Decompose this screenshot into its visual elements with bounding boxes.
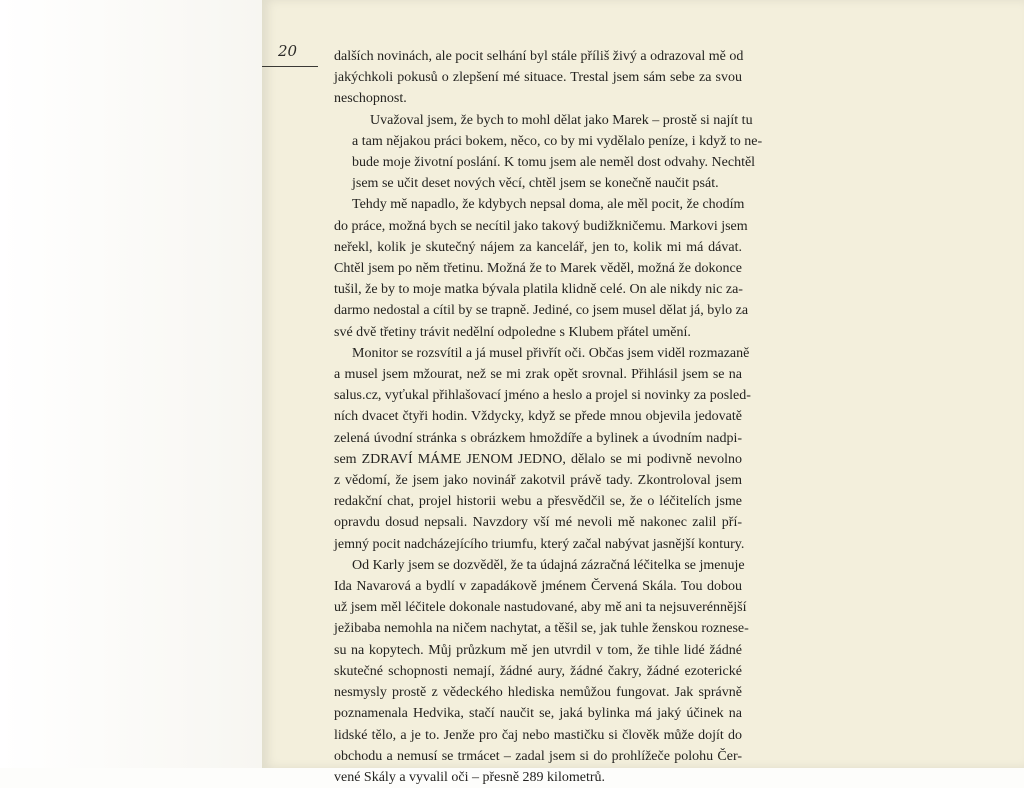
text-line: tušil, že by to moje matka bývala platila klidně celé. On ale nikdy nic za- [334, 282, 743, 298]
text-line: a musel jsem mžourat, než se mi zrak opět srovnal. Přihlásil jsem se na [334, 367, 742, 383]
text-line: a tam nějakou práci bokem, něco, co by mi vydělalo peníze, i když to ne- [352, 133, 763, 149]
text-line: Monitor se rozsvítil a já musel přivřít oči. Občas jsem viděl rozmazaně [352, 345, 750, 361]
text-line: do práce, možná bych se necítil jako takový budižkničemu. Markovi jsem [334, 218, 748, 234]
text-line: obchodu a nemusí se trmácet – zadal jsem si do prohlížeče polohu Čer- [334, 748, 742, 764]
paragraph [334, 110, 763, 195]
text-line: su na kopytech. Můj průzkum mě jen utvrdil v tom, že tihle lidé žádné [334, 642, 742, 658]
text-line: lidské tělo, a je to. Jenže pro čaj nebo mastičku si člověk může dojít do [334, 727, 742, 743]
text-line: jakýchkoli pokusů o zlepšení mé situace. Trestal jsem sám sebe za svou [334, 70, 742, 86]
text-line: darmo nedostal a cítil by se trapně. Jediné, co jsem musel dělat já, bylo za [334, 303, 749, 319]
paragraph [334, 555, 749, 788]
text-line: opravdu dosud nepsali. Navzdory vší mé nevoli mě nakonec zalil pří- [334, 515, 742, 531]
text-line: Tehdy mě napadlo, že kdybych nepsal doma, ale měl pocit, že chodím [352, 197, 745, 213]
text-line: redakční chat, projel historii webu a přesvědčil se, že o léčitelích jsme [334, 494, 742, 510]
text-line: Ida Navarová a bydlí v zapadákově jménem Červená Skála. Tou dobou [334, 579, 742, 595]
facing-page-edge [0, 0, 262, 768]
body-text [334, 46, 763, 788]
text-line: ježibaba nemohla na ničem nachytat, a těšil se, jak tuhle ženskou roznese- [334, 621, 749, 637]
text-line: zelená úvodní stránka s obrázkem hmoždíře a bylinek a úvodním nadpi- [334, 430, 742, 446]
text-line: salus.cz, vyťukal přihlašovací jméno a heslo a projel si novinky za posled- [334, 388, 751, 404]
paragraph [334, 343, 751, 555]
text-line: už jsem měl léčitele dokonale nastudované, aby mě ani ta nejsuverénnější [334, 600, 747, 616]
text-line: neschopnost. [334, 91, 407, 107]
text-line: Od Karly jsem se dozvěděl, že ta údajná zázračná léčitelka se jmenuje [352, 557, 745, 573]
text-line: jsem se učit deset nových věcí, chtěl jsem se konečně naučit psát. [352, 176, 719, 192]
text-line: bude moje životní poslání. K tomu jsem ale neměl dost odvahy. Nechtěl [352, 155, 756, 171]
text-line: neřekl, kolik je skutečný nájem za kancelář, jen to, kolik mi má dávat. [334, 239, 742, 255]
text-line: vené Skály a vyvalil oči – přesně 289 kilometrů. [334, 769, 605, 785]
text-line: poznamenala Hedvika, stačí naučit se, jaká bylinka má jaký účinek na [334, 706, 742, 722]
text-line: sem ZDRAVÍ MÁME JENOM JEDNO, dělalo se mi podivně nevolno [334, 451, 742, 467]
text-line: své dvě třetiny trávit nedělní odpoledne s Klubem přátel umění. [334, 324, 691, 340]
text-line: nesmysly prostě z vědeckého hlediska nemůžou fungovat. Jak správně [334, 685, 742, 701]
text-line: z vědomí, že jsem jako novinář zakotvil právě tady. Zkontroloval jsem [334, 473, 742, 489]
text-line: ních dvacet čtyři hodin. Vždycky, když se přede mnou objevila jedovatě [334, 409, 742, 425]
text-line: jemný pocit nadcházejícího triumfu, který začal nabývat jasnější kontury. [334, 536, 745, 552]
page-number-rule [262, 66, 318, 67]
page-number: 20 [278, 42, 298, 60]
paragraph [334, 46, 742, 110]
text-line: Chtěl jsem po něm třetinu. Možná že to Marek věděl, možná že dokonce [334, 261, 742, 277]
text-line: Uvažoval jsem, že bych to mohl dělat jako Marek – prostě si najít tu [370, 112, 753, 128]
text-line: dalších novinách, ale pocit selhání byl stále příliš živý a odrazoval mě od [334, 49, 744, 64]
text-line: skutečné schopnosti nemají, žádné aury, žádné čakry, žádné ezoterické [334, 663, 742, 679]
paragraph [334, 194, 749, 342]
